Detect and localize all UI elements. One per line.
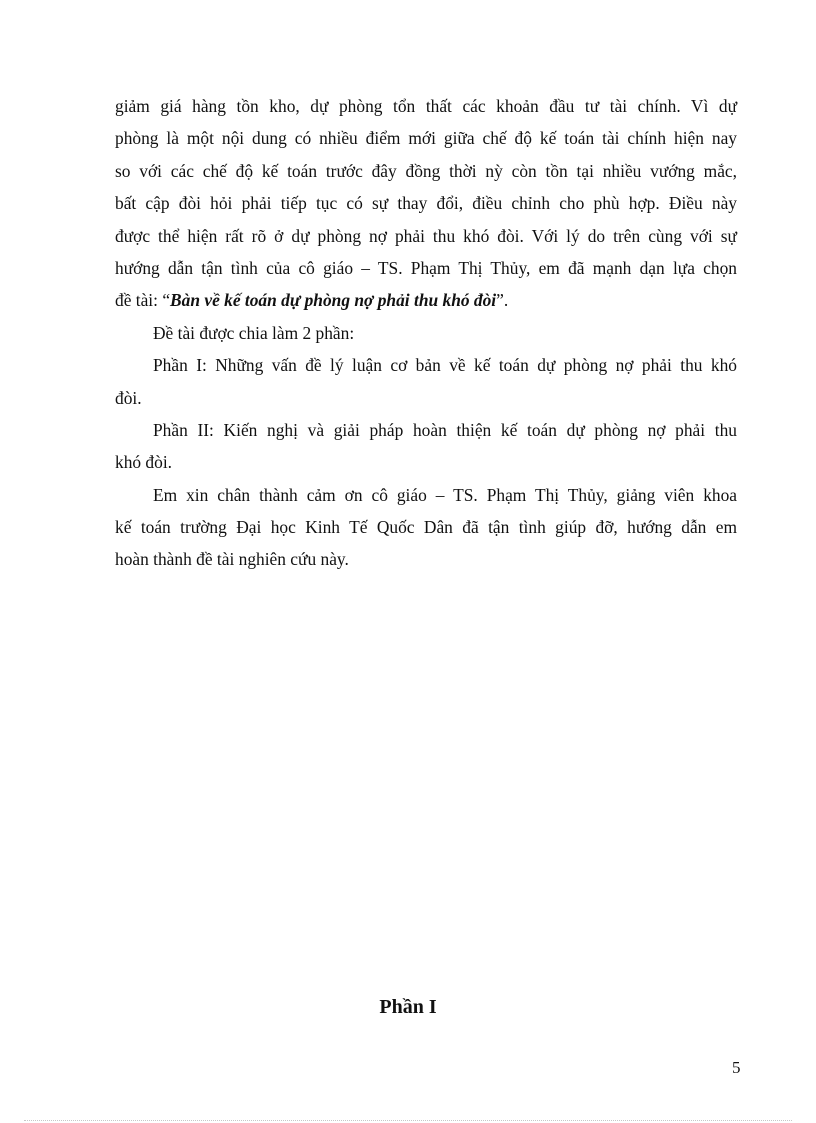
topic-suffix: ”. <box>496 290 509 311</box>
topic-title: Bàn về kế toán dự phòng nợ phải thu khó đòi <box>170 290 497 311</box>
footer-divider <box>24 1120 792 1121</box>
topic-line <box>115 284 737 316</box>
paragraph-line: phòng là một nội dung có nhiều điểm mới giữa chế độ kế toán tài chính hiện nay <box>115 128 737 149</box>
topic-prefix: đề tài: “ <box>115 290 171 311</box>
part2-line: Phần II: Kiến nghị và giải pháp hoàn thiện kế toán dự phòng nợ phải thu <box>153 419 737 440</box>
part1-line: Phần I: Những vấn đề lý luận cơ bản về kế toán dự phòng nợ phải thu khó <box>153 355 737 376</box>
paragraph-line: được thể hiện rất rõ ở dự phòng nợ phải thu khó đòi. Với lý do trên cùng với sự <box>115 225 737 246</box>
division-intro: Đề tài được chia làm 2 phần: <box>153 322 355 343</box>
introduction-body <box>115 90 737 576</box>
page-number: 5 <box>732 1058 741 1077</box>
part1-line-continuation: đòi. <box>115 387 142 408</box>
paragraph-line: so với các chế độ kế toán trước đây đồng thời nỳ còn tồn tại nhiều vướng mắc, <box>115 160 737 181</box>
thanks-line: kế toán trường Đại học Kinh Tế Quốc Dân đã tận tình giúp đỡ, hướng dẫn em <box>115 517 737 538</box>
part2-line-continuation: khó đòi. <box>115 452 173 473</box>
thanks-line: Em xin chân thành cảm ơn cô giáo – TS. Phạm Thị Thủy, giảng viên khoa <box>153 484 737 505</box>
thanks-line: hoàn thành đề tài nghiên cứu này. <box>115 549 349 570</box>
paragraph-line: giảm giá hàng tồn kho, dự phòng tổn thất các khoản đầu tư tài chính. Vì dự <box>115 96 737 116</box>
paragraph-line: bất cập đòi hỏi phải tiếp tục có sự thay đổi, điều chỉnh cho phù hợp. Điều này <box>115 193 737 214</box>
section-heading: Phần I <box>379 996 437 1018</box>
paragraph-line: hướng dẫn tận tình của cô giáo – TS. Phạm Thị Thủy, em đã mạnh dạn lựa chọn <box>115 257 737 278</box>
